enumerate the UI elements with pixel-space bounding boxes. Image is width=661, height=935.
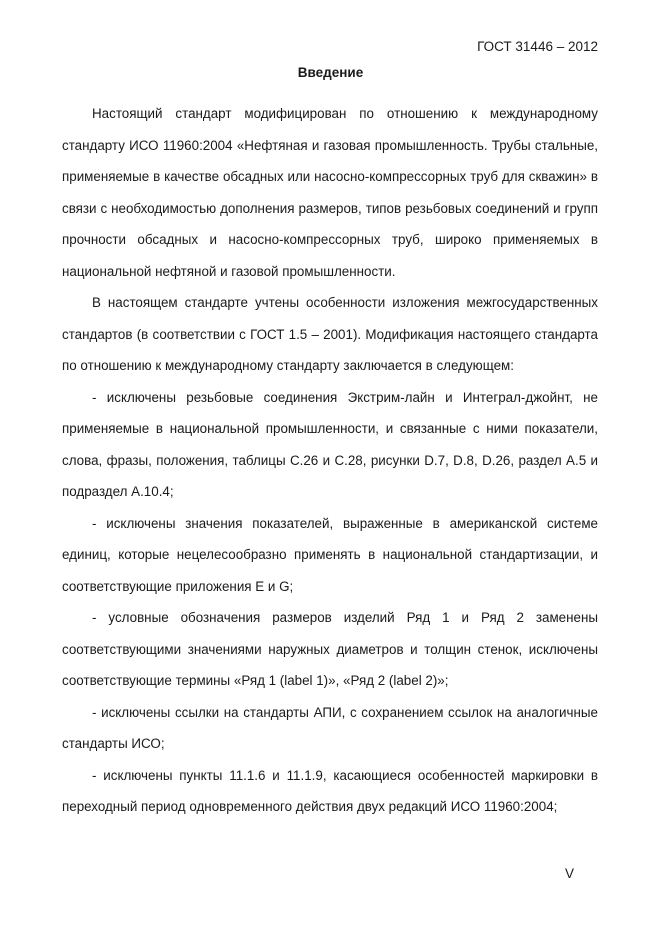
list-item-units: - исключены значения показателей, выраженные в американской системе единиц, которые нецелесообразно применять в национальной стандартизации, и соответствующие приложения Е и G; bbox=[62, 515, 598, 594]
section-title: Введение bbox=[297, 65, 364, 80]
list-item-marking: - исключены пункты 11.1.6 и 11.1.9, касающиеся особенностей маркировки в переходный период одновременного действия двух редакций ИСО 11960:2004; bbox=[62, 767, 598, 814]
page-number: V bbox=[564, 866, 574, 881]
document-code: ГОСТ 31446 – 2012 bbox=[477, 39, 598, 54]
list-item-threads: - исключены резьбовые соединения Экстрим-лайн и Интеграл-джойнт, не применяемые в национальной промышленности, и связанные с ними показатели, слова, фразы, положения, таблицы С.26 и С.28, рисунки D.7, D.8, D.26, раздел А.5 и подраздел А.10.4; bbox=[62, 389, 598, 499]
paragraph-modification: В настоящем стандарте учтены особенности изложения межгосударственных стандартов (в соответствии с ГОСТ 1.5 – 2001). Модификация настоящего стандарта по отношению к международному стандарту заключается в следующем: bbox=[62, 295, 598, 373]
list-item-api-refs: - исключены ссылки на стандарты АПИ, с сохранением ссылок на аналогичные стандарты ИСО; bbox=[62, 704, 598, 751]
paragraph-intro: Настоящий стандарт модифицирован по отношению к международному стандарту ИСО 11960:2004 «Нефтяная и газовая промышленность. Трубы стальные, применяемые в качестве обсадных или насосно-компрессорных труб для скважин» в связи с необходимостью дополнения размеров, типов резьбовых соединений и групп прочности обсадных и насосно-компрессорных труб, широко применяемых в национальной нефтяной и газовой промышленности. bbox=[62, 106, 598, 279]
list-item-designations: - условные обозначения размеров изделий Ряд 1 и Ряд 2 заменены соответствующими значениями наружных диаметров и толщин стенок, исключены соответствующие термины «Ряд 1 (label 1)», «Ряд 2 (label 2)»; bbox=[62, 610, 598, 688]
document-body bbox=[62, 98, 598, 823]
